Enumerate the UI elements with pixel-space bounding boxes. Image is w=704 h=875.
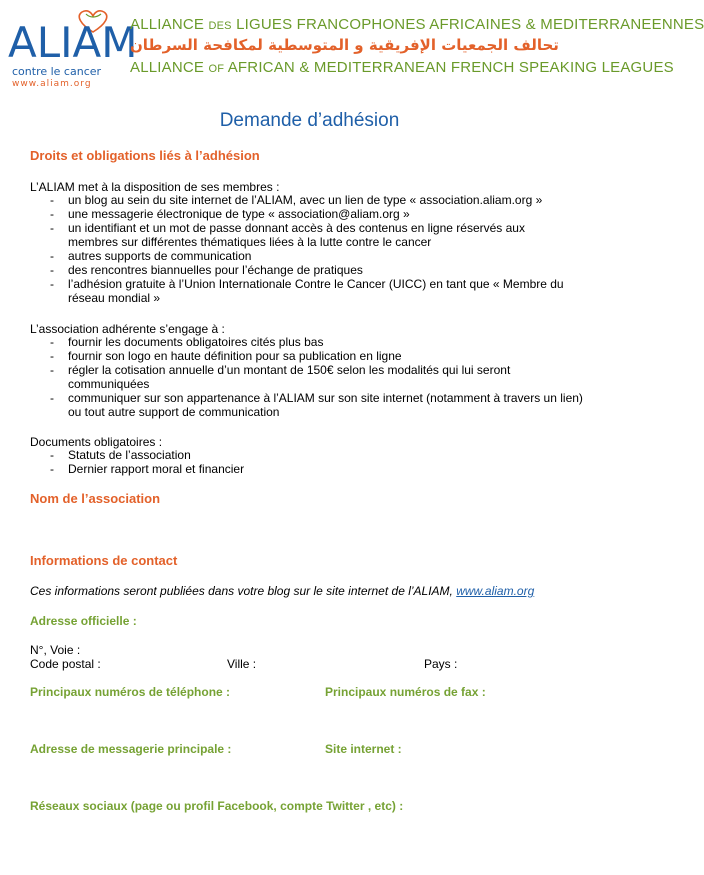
engage-intro: L’association adhérente s’engage à : [30,322,225,336]
logo-text: ALIAM [8,18,138,67]
list-item: - un blog au sein du site internet de l’ALIAM, avec un lien de type « association.aliam.org » [30,193,590,207]
address-heading: Adresse officielle : [30,614,137,628]
list-item: - fournir son logo en haute définition pour sa publication en ligne [30,349,590,363]
header-line-arabic: تحالف الجمعيات الإفريقية و المتوسطية لمكافحة السرطان [130,36,559,54]
list-item: - régler la cotisation annuelle d’un montant de 150€ selon les modalités qui lui seront communiquées [30,363,590,391]
contact-note [30,584,534,598]
list-item: - l’adhésion gratuite à l’Union Internationale Contre le Cancer (UICC) en tant que « Membre du réseau mondial » [30,277,590,305]
contact-note-text: Ces informations seront publiées dans votre blog sur le site internet de l’ALIAM, [30,584,457,598]
list-item: - communiquer sur son appartenance à l’ALIAM sur son site internet (notamment à travers un lien) ou tout autre support de communication [30,391,590,419]
rights-list [30,193,590,305]
city-label: Ville : [227,657,257,671]
list-item: - un identifiant et un mot de passe donnant accès à des contenus en ligne réservés aux membres sur différentes thématiques liées à la lutte contre le cancer [30,221,590,249]
list-item: - autres supports de communication [30,249,590,263]
email-label: Adresse de messagerie principale : [30,742,232,756]
list-item: - une messagerie électronique de type « association@aliam.org » [30,207,590,221]
social-networks-label: Réseaux sociaux (page ou profil Facebook, compte Twitter , etc) : [30,799,404,813]
engage-list [30,335,590,419]
header-line-french: ALLIANCE des LIGUES FRANCOPHONES AFRICAINES & MEDITERRANEENNES [130,16,704,33]
phone-label: Principaux numéros de téléphone : [30,685,231,699]
header-line-english: ALLIANCE of AFRICAN & MEDITERRANEAN FRENCH SPEAKING LEAGUES [130,59,674,76]
aliam-website-link[interactable]: www.aliam.org [456,584,535,598]
page-title: Demande d’adhésion [219,110,400,131]
list-item: - Dernier rapport moral et financier [30,462,590,476]
rights-heading: Droits et obligations liés à l’adhésion [30,148,260,163]
list-item: - Statuts de l’association [30,448,590,462]
list-item: - fournir les documents obligatoires cités plus bas [30,335,590,349]
country-label: Pays : [424,657,458,671]
website-label: Site internet : [325,742,402,756]
postal-code-label: Code postal : [30,657,101,671]
street-label: N°, Voie : [30,643,81,657]
association-name-heading: Nom de l’association [30,491,161,506]
docs-list [30,448,590,476]
fax-label: Principaux numéros de fax : [325,685,486,699]
docs-intro: Documents obligatoires : [30,435,163,449]
logo-url: www.aliam.org [12,79,92,89]
contact-heading: Informations de contact [30,553,178,568]
list-item: - des rencontres biannuelles pour l’échange de pratiques [30,263,590,277]
logo [8,12,138,89]
logo-subtitle: contre le cancer [12,65,102,78]
rights-intro: L’ALIAM met à la disposition de ses membres : [30,180,280,194]
